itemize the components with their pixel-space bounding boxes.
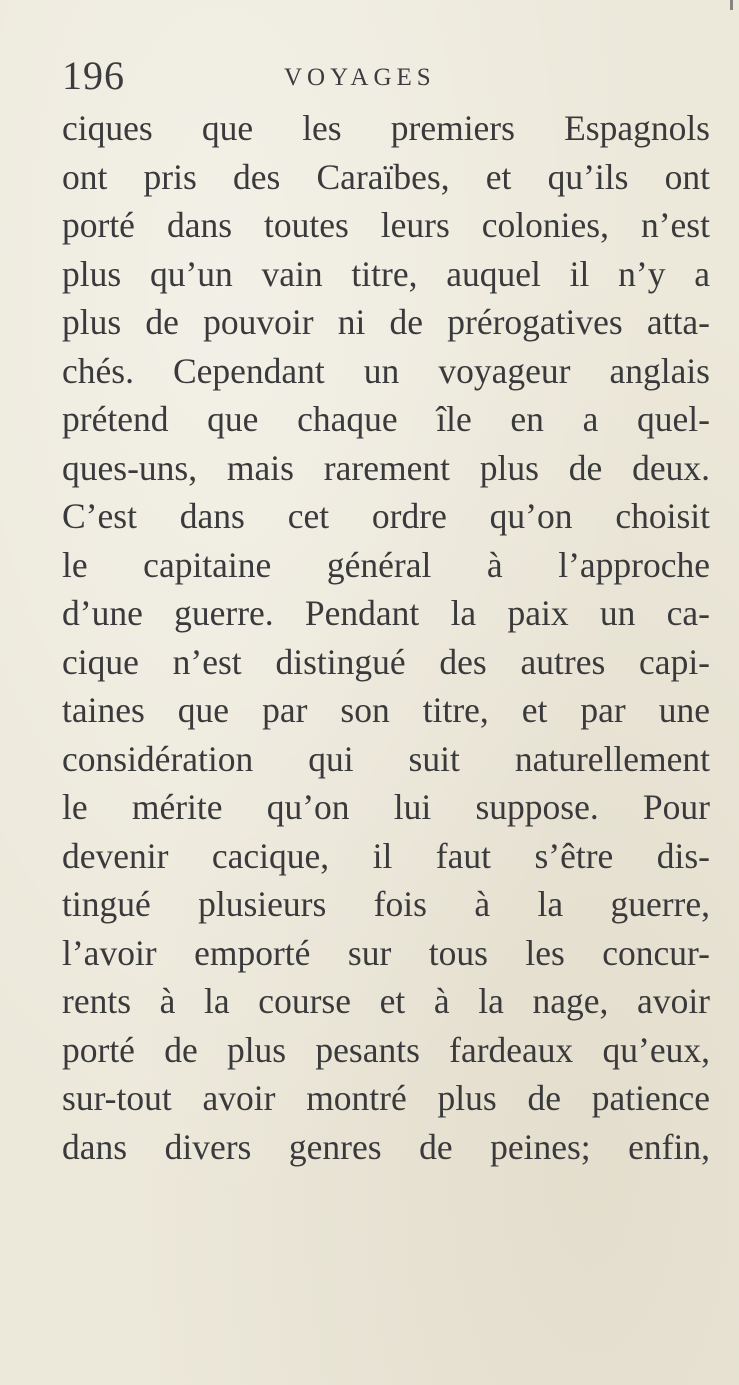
body-text xyxy=(62,104,710,1171)
page-number: 196 xyxy=(62,53,125,98)
text-line: considération qui suit naturellement xyxy=(62,738,710,779)
text-line: porté de plus pesants fardeaux qu’eux, xyxy=(62,1029,710,1070)
page-edge-mark xyxy=(730,0,733,10)
text-line: l’avoir emporté sur tous les concur- xyxy=(62,932,710,973)
text-line: prétend que chaque île en a quel- xyxy=(62,399,710,439)
text-line: porté dans toutes leurs colonies, n’est xyxy=(62,205,710,245)
text-line: d’une guerre. Pendant la paix un ca- xyxy=(62,593,710,633)
text-line: dans divers genres de peines; enfin, xyxy=(62,1126,710,1167)
text-line: rents à la course et à la nage, avoir xyxy=(62,981,710,1021)
text-line: devenir cacique, il faut s’être dis- xyxy=(62,835,710,876)
text-line: chés. Cependant un voyageur anglais xyxy=(62,350,710,391)
text-line: taines que par son titre, et par une xyxy=(62,690,710,730)
text-line: le capitaine général à l’approche xyxy=(62,544,710,585)
page-header xyxy=(62,52,702,100)
text-line: plus de pouvoir ni de prérogatives atta- xyxy=(62,302,710,342)
text-line: ques-uns, mais rarement plus de deux. xyxy=(62,447,710,488)
text-line: ciques que les premiers Espagnols xyxy=(62,108,710,148)
running-head: VOYAGES xyxy=(284,64,436,91)
text-line: ont pris des Caraïbes, et qu’ils ont xyxy=(62,156,710,197)
text-line: cique n’est distingué des autres capi- xyxy=(62,641,710,682)
text-line: le mérite qu’on lui suppose. Pour xyxy=(62,787,710,827)
text-line: sur-tout avoir montré plus de patience xyxy=(62,1078,710,1118)
text-line: C’est dans cet ordre qu’on choisit xyxy=(62,496,710,536)
text-line: tingué plusieurs fois à la guerre, xyxy=(62,884,710,924)
text-line: plus qu’un vain titre, auquel il n’y a xyxy=(62,253,710,294)
